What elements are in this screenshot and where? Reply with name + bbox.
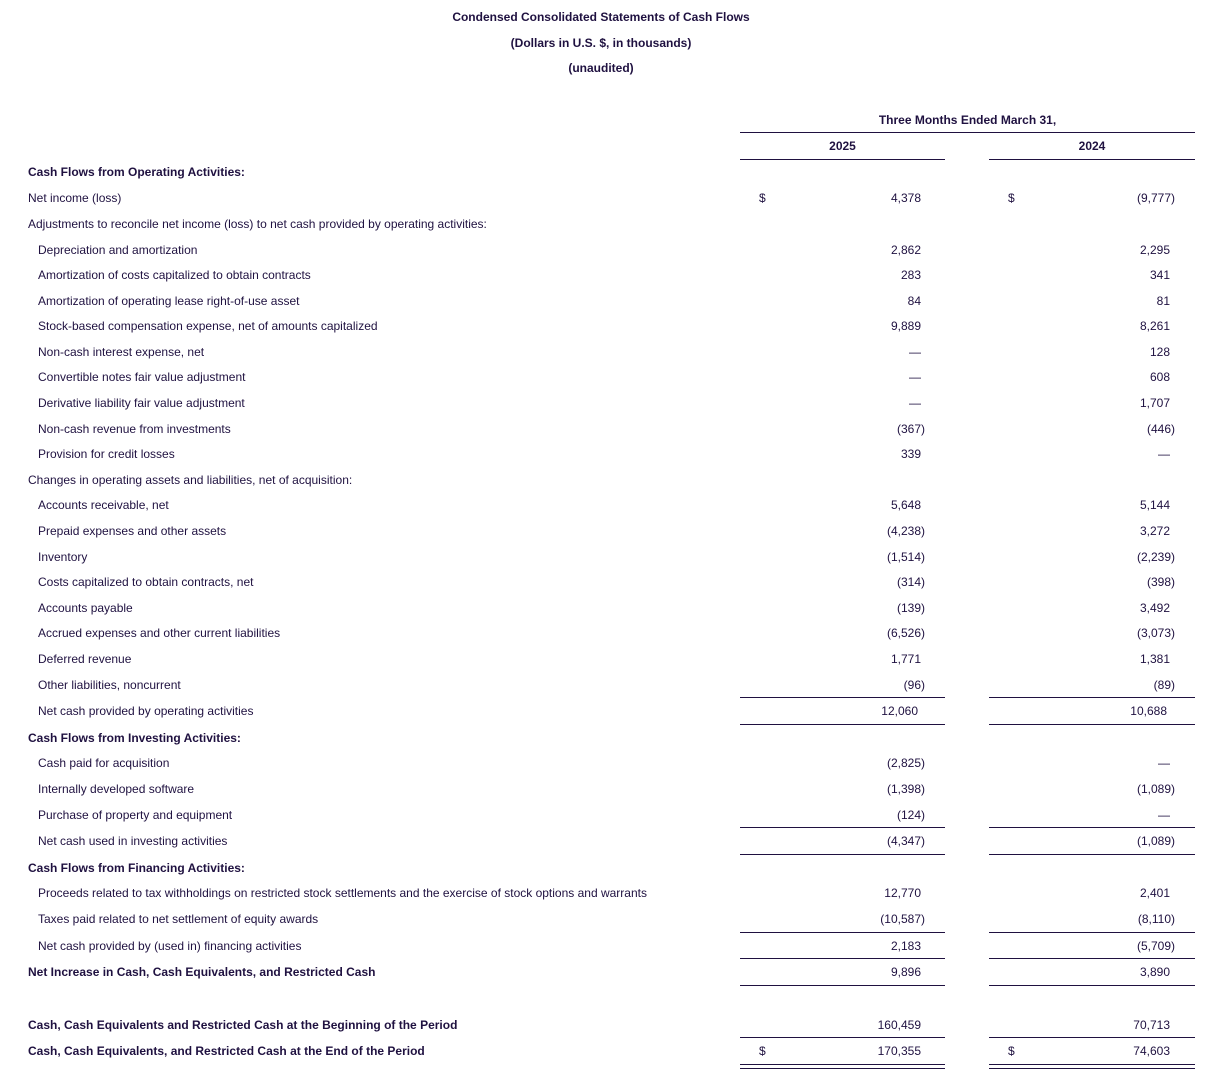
table-row-adjustments-heading bbox=[0, 216, 1210, 232]
table-row bbox=[0, 497, 1210, 513]
value-2024: 341 bbox=[1149, 268, 1170, 282]
value-2025: 339 bbox=[900, 447, 921, 461]
table-row bbox=[0, 781, 1210, 797]
subtotal-line bbox=[989, 1037, 1195, 1038]
table-row bbox=[0, 369, 1210, 385]
value-2025: (10,587) bbox=[880, 912, 925, 926]
year-2025-header: 2025 bbox=[829, 139, 856, 153]
table-row bbox=[0, 523, 1210, 539]
value-2024: (2,239) bbox=[1136, 550, 1175, 564]
value-2025: (314) bbox=[896, 575, 925, 589]
row-label: Amortization of costs capitalized to obtain contracts bbox=[38, 268, 311, 282]
section-investing-heading bbox=[0, 730, 1210, 746]
value-2025: (367) bbox=[896, 422, 925, 436]
table-row-net-increase bbox=[0, 964, 1210, 980]
value-2025: 4,378 bbox=[890, 191, 921, 205]
table-row-changes-heading bbox=[0, 472, 1210, 488]
table-row bbox=[0, 677, 1210, 693]
value-2025: (96) bbox=[903, 678, 925, 692]
row-label: Provision for credit losses bbox=[38, 447, 175, 461]
table-row bbox=[0, 293, 1210, 309]
subtotal-line bbox=[989, 697, 1195, 698]
subtotal-line bbox=[740, 1037, 945, 1038]
value-2024: 1,381 bbox=[1139, 652, 1170, 666]
value-2025: 2,862 bbox=[890, 243, 921, 257]
table-row-beginning-cash bbox=[0, 1017, 1210, 1033]
value-2025: (1,514) bbox=[886, 550, 925, 564]
value-2024: — bbox=[1158, 756, 1170, 770]
table-row bbox=[0, 600, 1210, 616]
period-header: Three Months Ended March 31, bbox=[878, 113, 1057, 127]
value-2024: 3,890 bbox=[1139, 965, 1170, 979]
value-2024: (1,089) bbox=[1136, 782, 1175, 796]
value-2024: (9,777) bbox=[1136, 191, 1175, 205]
value-2024: 10,688 bbox=[1130, 704, 1167, 718]
table-row bbox=[0, 267, 1210, 283]
currency-symbol-2024: $ bbox=[1008, 191, 1015, 205]
double-underline bbox=[989, 1064, 1195, 1065]
value-2024: 608 bbox=[1149, 370, 1170, 384]
table-row-subtotal-investing bbox=[0, 833, 1210, 849]
subtotal-line bbox=[740, 958, 945, 959]
value-2025: (2,825) bbox=[886, 756, 925, 770]
value-2025: (124) bbox=[896, 808, 925, 822]
table-row bbox=[0, 318, 1210, 334]
row-label: Changes in operating assets and liabilities, net of acquisition: bbox=[28, 473, 353, 487]
table-row bbox=[0, 625, 1210, 641]
year-2024-underline bbox=[989, 159, 1195, 160]
value-2025: 2,183 bbox=[890, 939, 921, 953]
row-label: Derivative liability fair value adjustment bbox=[38, 396, 245, 410]
table-row bbox=[0, 911, 1210, 927]
row-label: Deferred revenue bbox=[38, 652, 132, 666]
value-2024: 5,144 bbox=[1139, 498, 1170, 512]
value-2024: (1,089) bbox=[1136, 834, 1175, 848]
subtotal-line bbox=[989, 958, 1195, 959]
subtotal-line bbox=[989, 724, 1195, 725]
subtotal-line bbox=[989, 985, 1195, 986]
year-2025-underline bbox=[740, 159, 945, 160]
value-2025: 84 bbox=[907, 294, 921, 308]
value-2025: 9,889 bbox=[890, 319, 921, 333]
value-2024: (8,110) bbox=[1137, 912, 1175, 926]
table-row bbox=[0, 549, 1210, 565]
table-row-ending-cash bbox=[0, 1043, 1210, 1059]
section-operating-heading bbox=[0, 164, 1210, 180]
value-2024: 70,713 bbox=[1133, 1018, 1170, 1032]
value-2025: — bbox=[909, 345, 921, 359]
subtotal-line bbox=[740, 932, 945, 933]
table-row-subtotal-operating bbox=[0, 703, 1210, 719]
value-2025: 5,648 bbox=[890, 498, 921, 512]
period-underline bbox=[740, 132, 1195, 133]
value-2025: 283 bbox=[900, 268, 921, 282]
subtotal-line bbox=[989, 827, 1195, 828]
table-row-net-income bbox=[0, 190, 1210, 206]
value-2024: (3,073) bbox=[1136, 626, 1175, 640]
currency-symbol-2025: $ bbox=[759, 191, 766, 205]
value-2025: — bbox=[909, 396, 921, 410]
row-label: Non-cash revenue from investments bbox=[38, 422, 231, 436]
value-2025: (4,238) bbox=[886, 524, 925, 538]
subtotal-line bbox=[989, 932, 1195, 933]
row-label: Other liabilities, noncurrent bbox=[38, 678, 181, 692]
row-label: Cash Flows from Investing Activities: bbox=[28, 731, 241, 745]
value-2025: 12,060 bbox=[881, 704, 918, 718]
value-2025: (139) bbox=[896, 601, 925, 615]
row-label: Internally developed software bbox=[38, 782, 195, 796]
statement-units: (Dollars in U.S. $, in thousands) bbox=[510, 36, 692, 50]
row-label: Prepaid expenses and other assets bbox=[38, 524, 227, 538]
statement-title: Condensed Consolidated Statements of Cash Flows bbox=[452, 10, 750, 24]
double-underline bbox=[989, 1068, 1195, 1069]
table-row bbox=[0, 344, 1210, 360]
subtotal-line bbox=[740, 854, 945, 855]
section-financing-heading bbox=[0, 860, 1210, 876]
row-label: Convertible notes fair value adjustment bbox=[38, 370, 246, 384]
row-label: Adjustments to reconcile net income (loss) to net cash provided by operating activities: bbox=[28, 217, 487, 231]
table-row bbox=[0, 242, 1210, 258]
table-row bbox=[0, 807, 1210, 823]
value-2025: 1,771 bbox=[890, 652, 921, 666]
subtotal-line bbox=[740, 697, 945, 698]
value-2025: 170,355 bbox=[877, 1044, 921, 1058]
row-label: Amortization of operating lease right-of-use asset bbox=[38, 294, 300, 308]
value-2024: 128 bbox=[1149, 345, 1170, 359]
table-row-subtotal-financing bbox=[0, 938, 1210, 954]
value-2024: 2,401 bbox=[1139, 886, 1170, 900]
value-2024: — bbox=[1158, 808, 1170, 822]
row-label: Proceeds related to tax withholdings on restricted stock settlements and the exercise of stock options and warrants bbox=[38, 886, 647, 900]
row-label: Cash, Cash Equivalents and Restricted Cash at the Beginning of the Period bbox=[28, 1018, 458, 1032]
row-label: Inventory bbox=[38, 550, 88, 564]
value-2024: 1,707 bbox=[1139, 396, 1170, 410]
table-row bbox=[0, 395, 1210, 411]
value-2025: 160,459 bbox=[877, 1018, 921, 1032]
subtotal-line bbox=[989, 854, 1195, 855]
value-2024: 3,272 bbox=[1139, 524, 1170, 538]
table-row bbox=[0, 421, 1210, 437]
row-label: Purchase of property and equipment bbox=[38, 808, 233, 822]
row-label: Taxes paid related to net settlement of equity awards bbox=[38, 912, 319, 926]
table-row bbox=[0, 574, 1210, 590]
currency-symbol-2024: $ bbox=[1008, 1044, 1015, 1058]
row-label: Accounts receivable, net bbox=[38, 498, 169, 512]
value-2024: 74,603 bbox=[1133, 1044, 1170, 1058]
value-2025: 9,896 bbox=[890, 965, 921, 979]
value-2024: 3,492 bbox=[1139, 601, 1170, 615]
value-2024: (5,709) bbox=[1136, 939, 1175, 953]
row-label: Cash, Cash Equivalents, and Restricted Cash at the End of the Period bbox=[28, 1044, 425, 1058]
row-label: Cash Flows from Financing Activities: bbox=[28, 861, 245, 875]
row-label: Net cash provided by operating activities bbox=[38, 704, 254, 718]
double-underline bbox=[740, 1068, 945, 1069]
row-label: Stock-based compensation expense, net of amounts capitalized bbox=[38, 319, 378, 333]
value-2024: (89) bbox=[1153, 678, 1175, 692]
row-label: Cash paid for acquisition bbox=[38, 756, 170, 770]
value-2024: 2,295 bbox=[1139, 243, 1170, 257]
statement-audit-note: (unaudited) bbox=[568, 61, 634, 75]
row-label: Accounts payable bbox=[38, 601, 133, 615]
row-label: Cash Flows from Operating Activities: bbox=[28, 165, 245, 179]
subtotal-line bbox=[740, 827, 945, 828]
value-2025: (4,347) bbox=[886, 834, 925, 848]
value-2024: (398) bbox=[1146, 575, 1175, 589]
value-2024: 8,261 bbox=[1139, 319, 1170, 333]
value-2025: (6,526) bbox=[886, 626, 925, 640]
value-2025: 12,770 bbox=[884, 886, 921, 900]
table-row bbox=[0, 755, 1210, 771]
subtotal-line bbox=[740, 985, 945, 986]
table-row bbox=[0, 651, 1210, 667]
row-label: Net income (loss) bbox=[28, 191, 122, 205]
row-label: Accrued expenses and other current liabilities bbox=[38, 626, 281, 640]
value-2025: — bbox=[909, 370, 921, 384]
year-2024-header: 2024 bbox=[1078, 139, 1106, 153]
row-label: Net cash used in investing activities bbox=[38, 834, 228, 848]
row-label: Net Increase in Cash, Cash Equivalents, and Restricted Cash bbox=[28, 965, 376, 979]
value-2024: 81 bbox=[1156, 294, 1170, 308]
subtotal-line bbox=[740, 724, 945, 725]
row-label: Depreciation and amortization bbox=[38, 243, 198, 257]
row-label: Net cash provided by (used in) financing activities bbox=[38, 939, 302, 953]
value-2024: (446) bbox=[1146, 422, 1175, 436]
row-label: Costs capitalized to obtain contracts, net bbox=[38, 575, 254, 589]
value-2025: (1,398) bbox=[886, 782, 925, 796]
table-row bbox=[0, 446, 1210, 462]
row-label: Non-cash interest expense, net bbox=[38, 345, 205, 359]
table-row bbox=[0, 885, 1210, 901]
currency-symbol-2025: $ bbox=[759, 1044, 766, 1058]
double-underline bbox=[740, 1064, 945, 1065]
value-2024: — bbox=[1158, 447, 1170, 461]
